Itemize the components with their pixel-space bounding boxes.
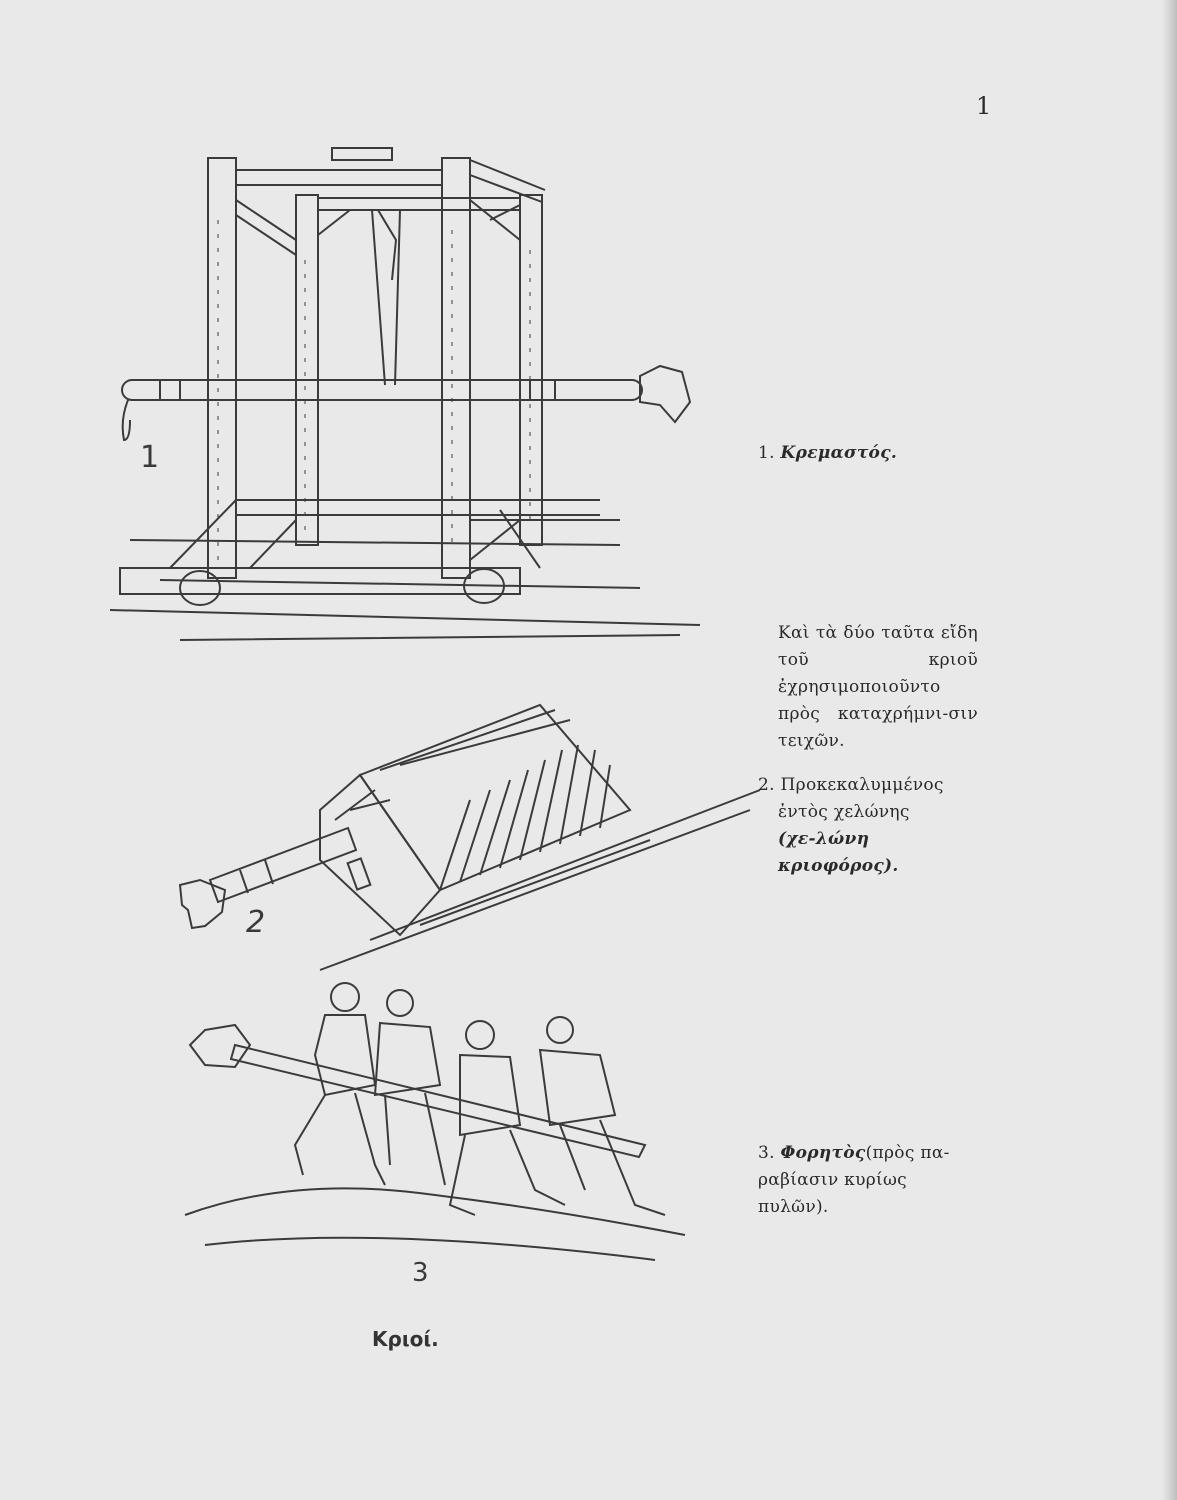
caption-2-term: (χε-λώνη κριοφόρος). <box>778 829 899 876</box>
caption-2-line2: ἐντὸς χελώνης <box>778 802 910 822</box>
page-edge <box>1163 0 1177 1500</box>
figure-1-hanging-ram-drawing <box>100 140 720 650</box>
caption-3-number: 3. <box>758 1143 775 1163</box>
caption-3-rest: (πρὸς πα-ραβίασιν κυρίως πυλῶν). <box>758 1143 950 1217</box>
figure-2-number: 2 <box>246 905 266 940</box>
caption-2 <box>758 772 983 880</box>
figure-3-number: 3 <box>412 1258 429 1288</box>
caption-2-line1: Προκεκαλυμμένος <box>780 775 944 795</box>
caption-1-term: Κρεμαστός. <box>780 443 898 463</box>
figure-caption-main: Κριοί. <box>372 1327 439 1351</box>
caption-3 <box>758 1140 978 1221</box>
figure-3-carried-ram-drawing <box>175 975 695 1275</box>
caption-1 <box>758 440 897 467</box>
caption-3-term: Φορητὸς <box>780 1143 866 1163</box>
caption-1-number: 1. <box>758 443 775 463</box>
page-number: 1 <box>976 92 992 120</box>
caption-common: Καὶ τὰ δύο ταῦτα εἴδη τοῦ κριοῦ ἐχρησιμοποιοῦντο πρὸς καταχρήμνι-σιν τειχῶν. <box>778 623 978 751</box>
figure-1-number: 1 <box>140 440 160 475</box>
caption-2-number: 2. <box>758 775 775 795</box>
